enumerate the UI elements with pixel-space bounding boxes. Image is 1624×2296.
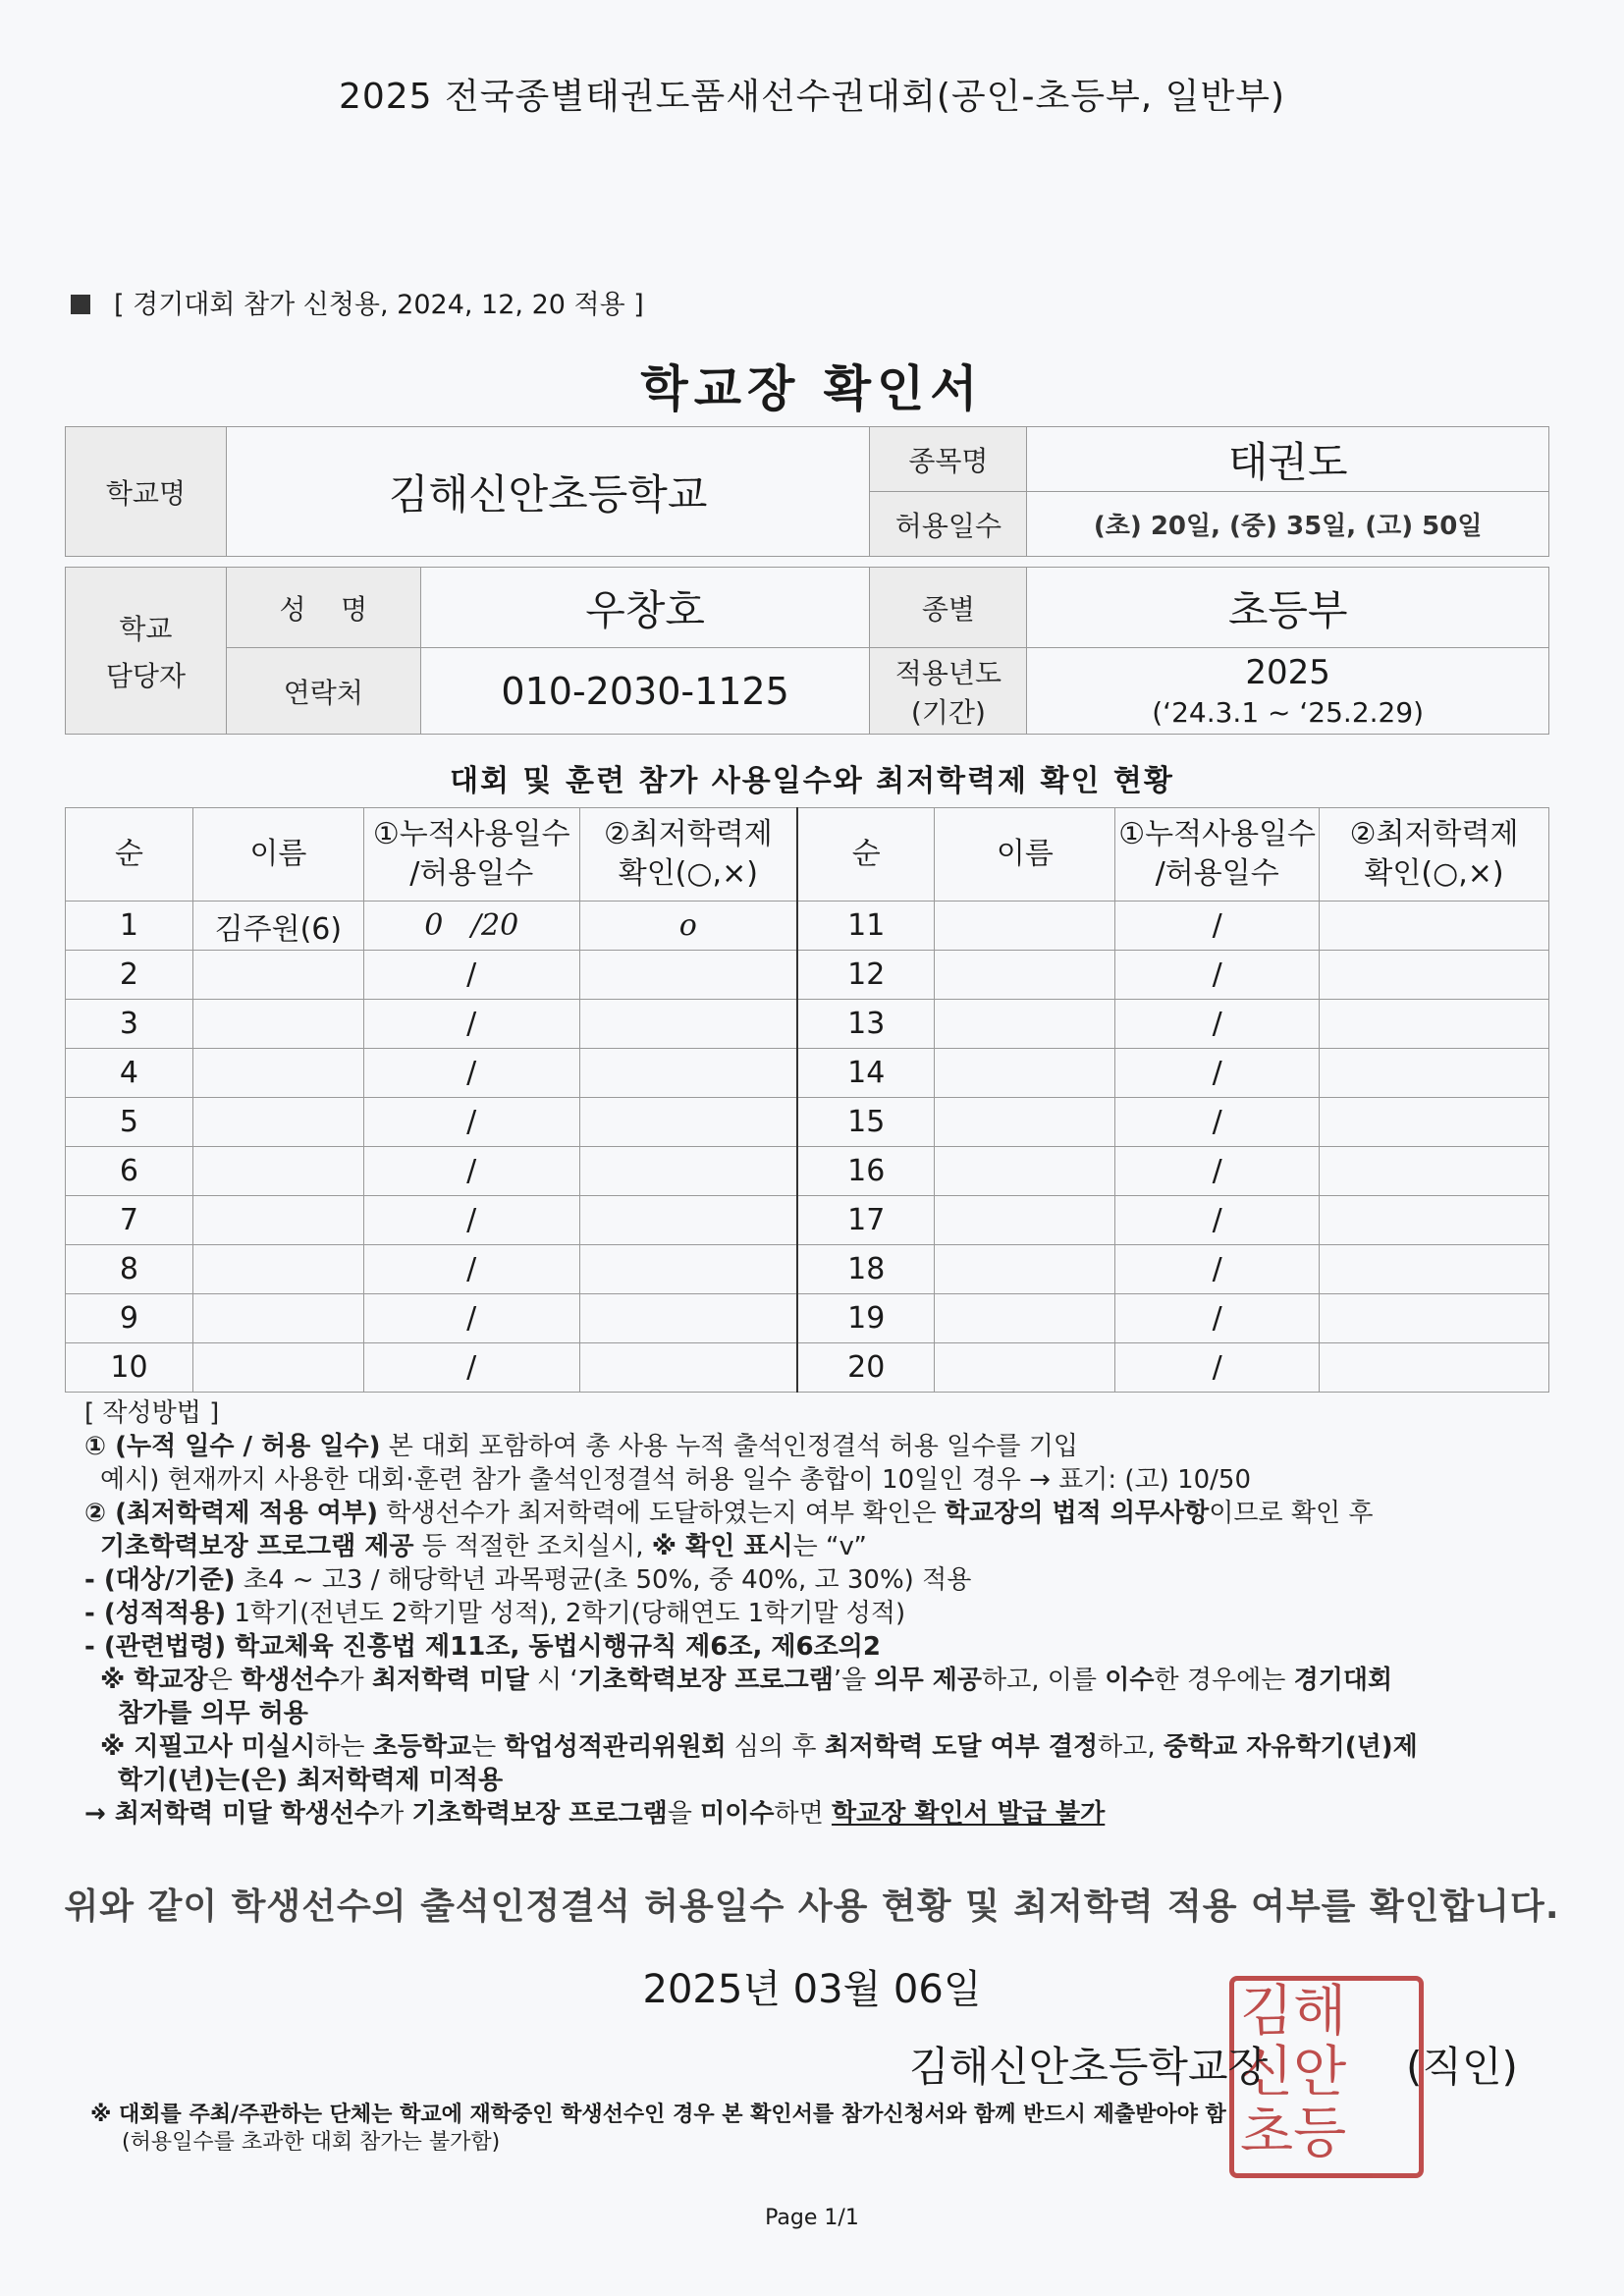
header-min-left xyxy=(579,808,797,902)
row-min xyxy=(1320,1049,1549,1098)
method-text: 하는 xyxy=(315,1732,373,1762)
method-text: 등 적절한 조치실시, xyxy=(413,1532,652,1561)
table-row xyxy=(66,1196,1549,1245)
method-line xyxy=(84,1497,1557,1530)
row-days: / xyxy=(1115,1245,1320,1294)
method-term: 의무 제공 xyxy=(874,1666,983,1695)
row-min xyxy=(579,1000,797,1049)
year-label-line2: (기간) xyxy=(910,695,986,729)
row-min xyxy=(579,1196,797,1245)
school-principal-signature: 김해신안초등학교장 xyxy=(909,2043,1269,2091)
method-text: 학생선수가 최저학력에 도달하였는지 여부 확인은 xyxy=(377,1499,946,1528)
row-name xyxy=(192,1294,363,1343)
table-row xyxy=(66,1245,1549,1294)
row-days: / xyxy=(363,1000,579,1049)
row-name xyxy=(192,1147,363,1196)
row-days: / xyxy=(363,1098,579,1147)
event-title: 2025 전국종별태권도품새선수권대회(공인-초등부, 일반부) xyxy=(338,77,1286,117)
row-days: / xyxy=(363,1196,579,1245)
row-name xyxy=(935,1098,1115,1147)
row-no: 4 xyxy=(66,1049,193,1098)
row-days: / xyxy=(363,951,579,1000)
usage-note-text: [ 경기대회 참가 신청용, 2024, 12, 20 적용 ] xyxy=(114,290,644,320)
table-row xyxy=(66,951,1549,1000)
row-days: / xyxy=(1115,1049,1320,1098)
row-no: 2 xyxy=(66,951,193,1000)
row-days: / xyxy=(1115,1294,1320,1343)
manager-name: 우창호 xyxy=(420,568,870,648)
row-name xyxy=(192,1049,363,1098)
year-label xyxy=(870,648,1027,735)
method-text: 을 xyxy=(667,1799,701,1829)
row-no: 10 xyxy=(66,1343,193,1393)
method-term: 학업성적관리위원회 xyxy=(504,1732,727,1762)
method-term: ② (최저학력제 적용 여부) xyxy=(84,1499,378,1528)
year-value: 2025 xyxy=(1245,653,1330,692)
method-term: ※ 지필고사 미실시 xyxy=(100,1732,316,1762)
row-days: / xyxy=(363,1147,579,1196)
method-line xyxy=(84,1697,1557,1730)
row-min xyxy=(579,1343,797,1393)
method-text: 하고, 이를 xyxy=(982,1666,1106,1695)
method-term: 학생선수 xyxy=(241,1666,340,1695)
method-term: 기초학력보장 프로그램 xyxy=(411,1799,668,1829)
header-min-line1: ②최저학력제 xyxy=(603,817,773,851)
row-min: o xyxy=(579,902,797,951)
method-line xyxy=(84,1530,1557,1563)
row-min xyxy=(1320,1294,1549,1343)
method-text: 심의 후 xyxy=(726,1732,825,1762)
name-label: 성 명 xyxy=(226,568,420,648)
row-min xyxy=(579,951,797,1000)
header-days-line1: ①누적사용일수 xyxy=(372,817,570,851)
table-row xyxy=(66,1147,1549,1196)
row-no: 20 xyxy=(797,1343,935,1393)
row-days: / xyxy=(1115,1000,1320,1049)
row-no: 19 xyxy=(797,1294,935,1343)
year-cell xyxy=(1027,648,1549,735)
header-min-right xyxy=(1320,808,1549,902)
method-term: → 최저학력 미달 학생선수 xyxy=(84,1799,380,1829)
table-row xyxy=(66,1000,1549,1049)
method-term-underlined: 학교장 확인서 발급 불가 xyxy=(831,1799,1106,1829)
method-term: 학교체육 진흥법 제11조, 동법시행규칙 제6조, 제6조의2 xyxy=(226,1632,881,1662)
seal-char: 초등 xyxy=(1240,2102,1347,2165)
header-days-line1: ①누적사용일수 xyxy=(1118,817,1317,851)
seal-label: (직인) xyxy=(1406,2043,1518,2091)
row-no: 17 xyxy=(797,1196,935,1245)
header-min-line2: 확인(○,×) xyxy=(1364,856,1504,891)
footnote-line1: ※ 대회를 주최/주관하는 단체는 학교에 재학중인 학생선수인 경우 본 확인서를 참가신청서와 함께 반드시 제출받아야 함 xyxy=(90,2103,1226,2127)
footnote-line2: (허용일수를 초과한 대회 참가는 불가함) xyxy=(122,2130,501,2155)
header-days-line2: /허용일수 xyxy=(409,856,534,891)
method-term: 기초학력보장 프로그램 xyxy=(577,1666,834,1695)
header-no-right: 순 xyxy=(797,808,935,902)
header-days-left xyxy=(363,808,579,902)
row-min xyxy=(1320,1000,1549,1049)
division-label: 종별 xyxy=(870,568,1027,648)
method-term: ※ 학교장 xyxy=(100,1666,208,1695)
header-name-right: 이름 xyxy=(935,808,1115,902)
footnote xyxy=(90,2102,1543,2157)
row-name xyxy=(192,1245,363,1294)
method-term: 참가를 의무 허용 xyxy=(118,1699,308,1728)
row-name xyxy=(935,951,1115,1000)
header-min-line2: 확인(○,×) xyxy=(618,856,758,891)
row-name xyxy=(935,1147,1115,1196)
sport-value: 태권도 xyxy=(1027,427,1549,492)
allowed-days-value: (초) 20일, (중) 35일, (고) 50일 xyxy=(1027,492,1549,557)
method-text: 한 경우에는 xyxy=(1154,1666,1294,1695)
period-value: (‘24.3.1 ~ ‘25.2.29) xyxy=(1152,696,1425,729)
row-min xyxy=(1320,1147,1549,1196)
row-no: 11 xyxy=(797,902,935,951)
row-days: / xyxy=(363,1049,579,1098)
method-text: 예시) 현재까지 사용한 대회·훈련 참가 출석인정결석 허용 일수 총합이 10일인 경우 → 표기: (고) 10/50 xyxy=(100,1465,1252,1495)
method-term: ※ 확인 표시 xyxy=(651,1532,793,1561)
row-days: / xyxy=(1115,1343,1320,1393)
row-days: / xyxy=(1115,1098,1320,1147)
row-name xyxy=(935,1000,1115,1049)
method-term: - (대상/기준) xyxy=(84,1565,236,1595)
method-text: 1학기(전년도 2학기말 성적), 2학기(당해연도 1학기말 성적) xyxy=(226,1599,906,1628)
method-text: 하면 xyxy=(774,1799,832,1829)
school-info-table xyxy=(65,426,1549,735)
writing-method xyxy=(84,1396,1557,1831)
header-name-left: 이름 xyxy=(192,808,363,902)
method-text: 초4 ~ 고3 / 해당학년 과목평균(초 50%, 중 40%, 고 30%) 적용 xyxy=(235,1565,972,1595)
row-name xyxy=(935,902,1115,951)
method-text: 가 xyxy=(339,1666,372,1695)
row-name xyxy=(935,1245,1115,1294)
method-line xyxy=(84,1664,1557,1697)
row-no: 6 xyxy=(66,1147,193,1196)
method-term: ① (누적 일수 / 허용 일수) xyxy=(84,1432,381,1461)
document-title: 학교장 확인서 xyxy=(640,360,984,417)
row-name xyxy=(935,1049,1115,1098)
method-text: 하고, xyxy=(1098,1732,1164,1762)
row-min xyxy=(579,1245,797,1294)
row-min xyxy=(579,1147,797,1196)
method-text: 시 ‘ xyxy=(528,1666,578,1695)
method-text: 본 대회 포함하여 총 사용 누적 출석인정결석 허용 일수를 기입 xyxy=(380,1432,1079,1461)
table-gap xyxy=(66,557,1549,568)
method-term: - (성적적용) xyxy=(84,1599,227,1628)
method-text: 가 xyxy=(379,1799,412,1829)
method-text: 는 “v” xyxy=(792,1532,867,1561)
row-name: 김주원(6) xyxy=(192,902,363,951)
method-term: 미이수 xyxy=(700,1799,775,1829)
row-days: / xyxy=(363,1245,579,1294)
seal-char: 김해 xyxy=(1240,1980,1347,2044)
row-name xyxy=(192,1196,363,1245)
row-name xyxy=(935,1343,1115,1393)
row-name xyxy=(192,951,363,1000)
header-min-line1: ②최저학력제 xyxy=(1349,817,1519,851)
row-min xyxy=(1320,1343,1549,1393)
page-number: Page 1/1 xyxy=(765,2206,859,2230)
school-label: 학교명 xyxy=(66,427,227,557)
method-term: - (관련법령) xyxy=(84,1632,227,1662)
method-text: 는 xyxy=(471,1732,505,1762)
method-term: 최저학력 도달 여부 결정 xyxy=(824,1732,1099,1762)
row-min xyxy=(1320,951,1549,1000)
row-no: 3 xyxy=(66,1000,193,1049)
row-days: / xyxy=(1115,1196,1320,1245)
row-days: / xyxy=(363,1294,579,1343)
table-row xyxy=(66,1049,1549,1098)
row-no: 8 xyxy=(66,1245,193,1294)
header-no-left: 순 xyxy=(66,808,193,902)
method-term: 학교장의 법적 의무사항 xyxy=(945,1499,1210,1528)
method-line xyxy=(84,1563,1557,1597)
method-term: 경기대회 xyxy=(1293,1666,1393,1695)
method-text: ’을 xyxy=(833,1666,875,1695)
row-min xyxy=(1320,1098,1549,1147)
method-text: 은 xyxy=(207,1666,242,1695)
row-name xyxy=(935,1196,1115,1245)
table-row xyxy=(66,1098,1549,1147)
method-term: 중학교 자유학기(년)제 xyxy=(1163,1732,1418,1762)
row-no: 12 xyxy=(797,951,935,1000)
manager-label xyxy=(66,568,227,735)
manager-label-line1: 학교 xyxy=(119,612,173,645)
contact-label: 연락처 xyxy=(226,648,420,735)
method-line xyxy=(84,1430,1557,1463)
division-value: 초등부 xyxy=(1027,568,1549,648)
row-no: 14 xyxy=(797,1049,935,1098)
row-name xyxy=(192,1098,363,1147)
row-name xyxy=(935,1294,1115,1343)
row-no: 1 xyxy=(66,902,193,951)
row-no: 9 xyxy=(66,1294,193,1343)
method-line xyxy=(84,1797,1557,1831)
row-min xyxy=(579,1294,797,1343)
row-days: 0 /20 xyxy=(363,902,579,951)
sport-label: 종목명 xyxy=(870,427,1027,492)
method-term: 이수 xyxy=(1105,1666,1155,1695)
method-line xyxy=(84,1463,1557,1497)
method-term: 최저학력 미달 xyxy=(371,1666,529,1695)
row-no: 7 xyxy=(66,1196,193,1245)
issue-date: 2025년 03월 06일 xyxy=(642,1967,982,2012)
header-days-right xyxy=(1115,808,1320,902)
contact-value: 010-2030-1125 xyxy=(420,648,870,735)
row-days: / xyxy=(1115,902,1320,951)
year-label-line1: 적용년도 xyxy=(894,656,1001,689)
row-min xyxy=(579,1098,797,1147)
manager-label-line2: 담당자 xyxy=(105,659,187,692)
method-term: 학기(년)는(은) 최저학력제 미적용 xyxy=(118,1766,504,1795)
method-text: 이므로 확인 후 xyxy=(1209,1499,1374,1528)
method-line xyxy=(84,1597,1557,1630)
row-min xyxy=(579,1049,797,1098)
method-term: 기초학력보장 프로그램 제공 xyxy=(100,1532,414,1561)
method-line xyxy=(84,1764,1557,1797)
row-min xyxy=(1320,902,1549,951)
row-no: 15 xyxy=(797,1098,935,1147)
seal-char: 신안 xyxy=(1240,2041,1347,2105)
row-no: 16 xyxy=(797,1147,935,1196)
method-term: 초등학교 xyxy=(372,1732,472,1762)
method-heading: [ 작성방법 ] xyxy=(84,1398,220,1428)
table-row xyxy=(66,1343,1549,1393)
row-no: 13 xyxy=(797,1000,935,1049)
section-title: 대회 및 훈련 참가 사용일수와 최저학력제 확인 현황 xyxy=(450,764,1174,798)
row-days: / xyxy=(363,1343,579,1393)
row-min xyxy=(1320,1245,1549,1294)
table-row xyxy=(66,902,1549,951)
allowed-days-label: 허용일수 xyxy=(870,492,1027,557)
header-days-line2: /허용일수 xyxy=(1155,856,1279,891)
school-name: 김해신안초등학교 xyxy=(226,427,870,557)
row-min xyxy=(1320,1196,1549,1245)
roster-table xyxy=(65,807,1549,1393)
usage-note xyxy=(71,283,644,321)
row-name xyxy=(192,1343,363,1393)
method-line xyxy=(84,1730,1557,1764)
roster-header-row xyxy=(66,808,1549,902)
row-days: / xyxy=(1115,951,1320,1000)
row-days: / xyxy=(1115,1147,1320,1196)
square-bullet-icon xyxy=(71,295,90,314)
confirmation-statement: 위와 같이 학생선수의 출석인정결석 허용일수 사용 현황 및 최저학력 적용 여부를 확인합니다. xyxy=(64,1886,1560,1927)
row-no: 18 xyxy=(797,1245,935,1294)
row-no: 5 xyxy=(66,1098,193,1147)
method-line xyxy=(84,1630,1557,1664)
table-row xyxy=(66,1294,1549,1343)
row-name xyxy=(192,1000,363,1049)
